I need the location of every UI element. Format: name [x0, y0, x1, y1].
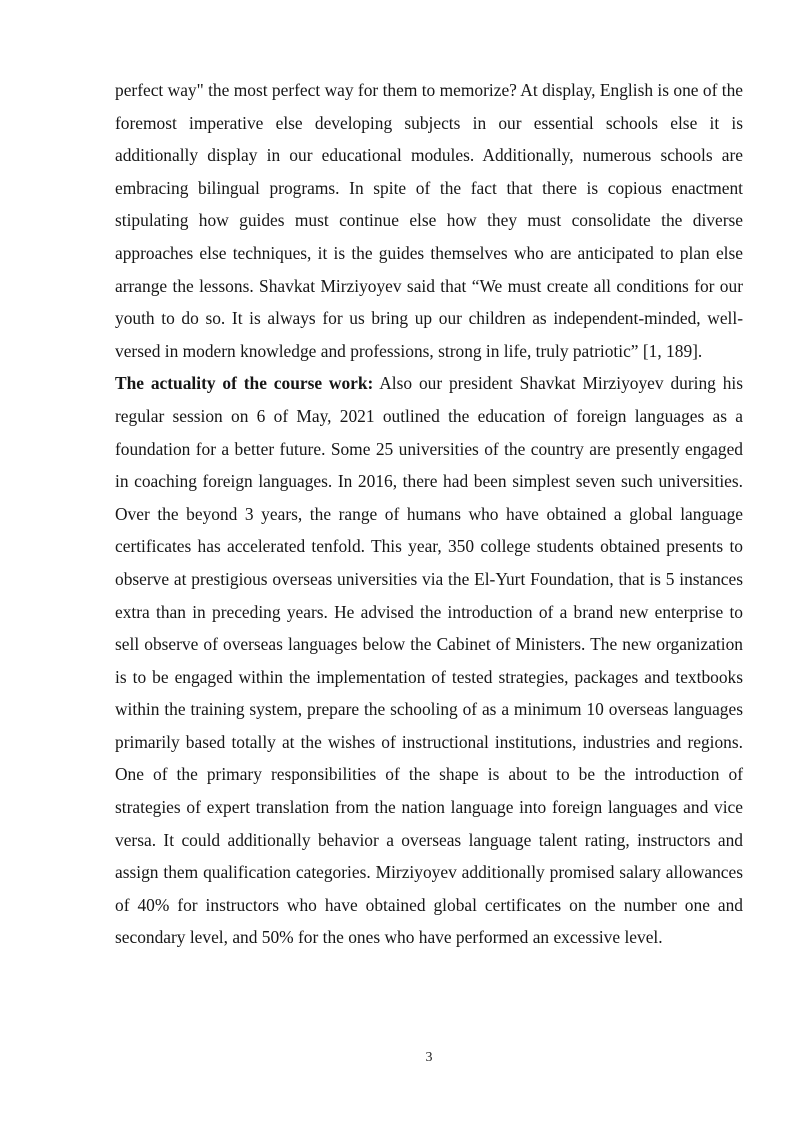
page-number: 3: [425, 1050, 433, 1065]
paragraph-actuality-text: Also our president Shavkat Mirziyoyev during his regular session on 6 of May, 2021 outlined the education of foreign languages as a foundation for a better future. Some 25 universities of the country are presently engaged in coaching foreign languages. In 2016, there had been simplest seven such universities. Over the beyond 3 years, the range of humans who have obtained a global language certificates has accelerated tenfold. This year, 350 college students obtained presents to observe at prestigious overseas universities via the El-Yurt Foundation, that is 5 instances extra than in preceding years. He advised the introduction of a brand new enterprise to sell observe of overseas languages below the Cabinet of Ministers. The new organization is to be engaged within the implementation of tested strategies, packages and textbooks within the training system, prepare the schooling of as a minimum 10 overseas languages primarily based totally at the wishes of instructional institutions, industries and regions. One of the primary responsibilities of the shape is about to be the introduction of strategies of expert translation from the nation language into foreign languages and vice versa. It could additionally behavior a overseas language talent rating, instructors and assign them qualification categories. Mirziyoyev additionally promised salary allowances of 40% for instructors who have obtained global certificates on the number one and secondary level, and 50% for the ones who have performed an excessive level.: [115, 373, 743, 948]
paragraph-actuality: [115, 367, 743, 954]
body-text: [115, 74, 743, 954]
section-heading: The actuality of the course work:: [115, 373, 374, 394]
paragraph-intro: perfect way" the most perfect way for them to memorize? At display, English is one of the foremost imperative else developing subjects in our essential schools else it is additionally display in our educational modules. Additionally, numerous schools are embracing bilingual programs. In spite of the fact that there is copious enactment stipulating how guides must continue else how they must consolidate the diverse approaches else techniques, it is the guides themselves who are anticipated to plan else arrange the lessons. Shavkat Mirziyoyev said that “We must create all conditions for our youth to do so. It is always for us bring up our children as independent-minded, well-versed in modern knowledge and professions, strong in life, truly patriotic” [1, 189].: [115, 80, 743, 361]
